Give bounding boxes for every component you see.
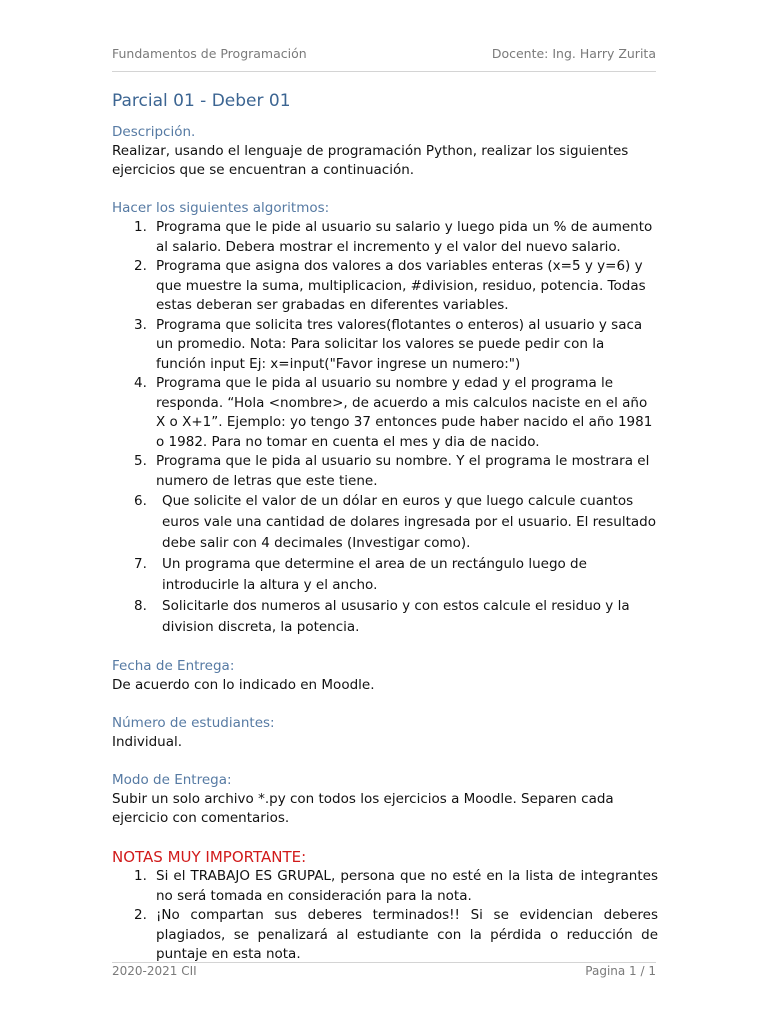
list-item: 1. Si el TRABAJO ES GRUPAL, persona que no esté en la lista de integrantes no será tomada en consideración para la nota.	[134, 868, 658, 904]
list-item: 6. Que solicite el valor de un dólar en euros y que luego calcule cuantos euros vale una cantidad de dolares ingresada por el usuario. El resultado debe salir con 4 decimales (Investigar como).	[134, 493, 656, 551]
footer-divider	[112, 962, 656, 963]
notas-list	[112, 867, 658, 965]
list-item: 8. Solicitarle dos numeros al ususario y con estos calcule el residuo y la division discreta, la potencia.	[134, 598, 630, 635]
page-number: Pagina 1 / 1	[585, 964, 656, 978]
list-item: 2. Programa que asigna dos valores a dos variables enteras (x=5 y y=6) y que muestre la suma, multiplicacion, #division, residuo, potencia. Todas estas deberan ser grabadas en diferentes variables.	[134, 258, 646, 313]
algoritmos-list	[112, 218, 658, 638]
algoritmos-heading: Hacer los siguientes algoritmos:	[112, 200, 330, 216]
page-header	[112, 46, 656, 66]
list-item: 4. Programa que le pida al usuario su nombre y edad y el programa le responda. “Hola <nombre>, de acuerdo a mis calculos naciste en el año X o X+1”. Ejemplo: yo tengo 37 entonces pude haber nacido el año 1981 o 1982. Para no tomar en cuenta el mes y dia de nacido.	[134, 375, 653, 450]
list-item: 3. Programa que solicita tres valores(flotantes o enteros) al usuario y saca un promedio. Nota: Para solicitar los valores se puede pedir con la función input Ej: x=input("Favor ingrese un numero:")	[134, 316, 643, 372]
list-item: 7. Un programa que determine el area de un rectángulo luego de introducirle la altura y el ancho.	[134, 556, 587, 593]
teacher-name: Docente: Ing. Harry Zurita	[491, 46, 656, 61]
document-body	[112, 89, 658, 965]
modo-text: Subir un solo archivo *.py con todos los ejercicios a Moodle. Separen cada ejercicio con comentarios.	[112, 791, 614, 826]
list-item: 1. Programa que le pide al usuario su salario y luego pida un % de aumento al salario. Debera mostrar el incremento y el valor del nuevo salario.	[134, 219, 653, 255]
fecha-heading: Fecha de Entrega:	[112, 658, 235, 674]
list-item: 2. ¡No compartan sus deberes terminados!! Si se evidencian deberes plagiados, se penalizará al estudiante con la pérdida o reducción de puntaje en esta nota.	[134, 907, 658, 962]
fecha-text: De acuerdo con lo indicado en Moodle.	[112, 677, 375, 693]
document-title: Parcial 01 - Deber 01	[112, 91, 291, 111]
semester-label: 2020-2021 CII	[112, 964, 197, 978]
estudiantes-heading: Número de estudiantes:	[112, 715, 275, 731]
header-divider	[112, 71, 656, 72]
descripcion-heading: Descripción.	[112, 124, 196, 140]
notas-heading: NOTAS MUY IMPORTANTE:	[112, 848, 307, 866]
descripcion-text: Realizar, usando el lenguaje de programación Python, realizar los siguientes ejercicios que se encuentran a continuación.	[112, 143, 629, 178]
estudiantes-text: Individual.	[112, 734, 183, 750]
modo-heading: Modo de Entrega:	[112, 772, 232, 788]
list-item: 5. Programa que le pida al usuario su nombre. Y el programa le mostrara el numero de letras que este tiene.	[134, 453, 650, 489]
course-name: Fundamentos de Programación	[112, 46, 307, 61]
